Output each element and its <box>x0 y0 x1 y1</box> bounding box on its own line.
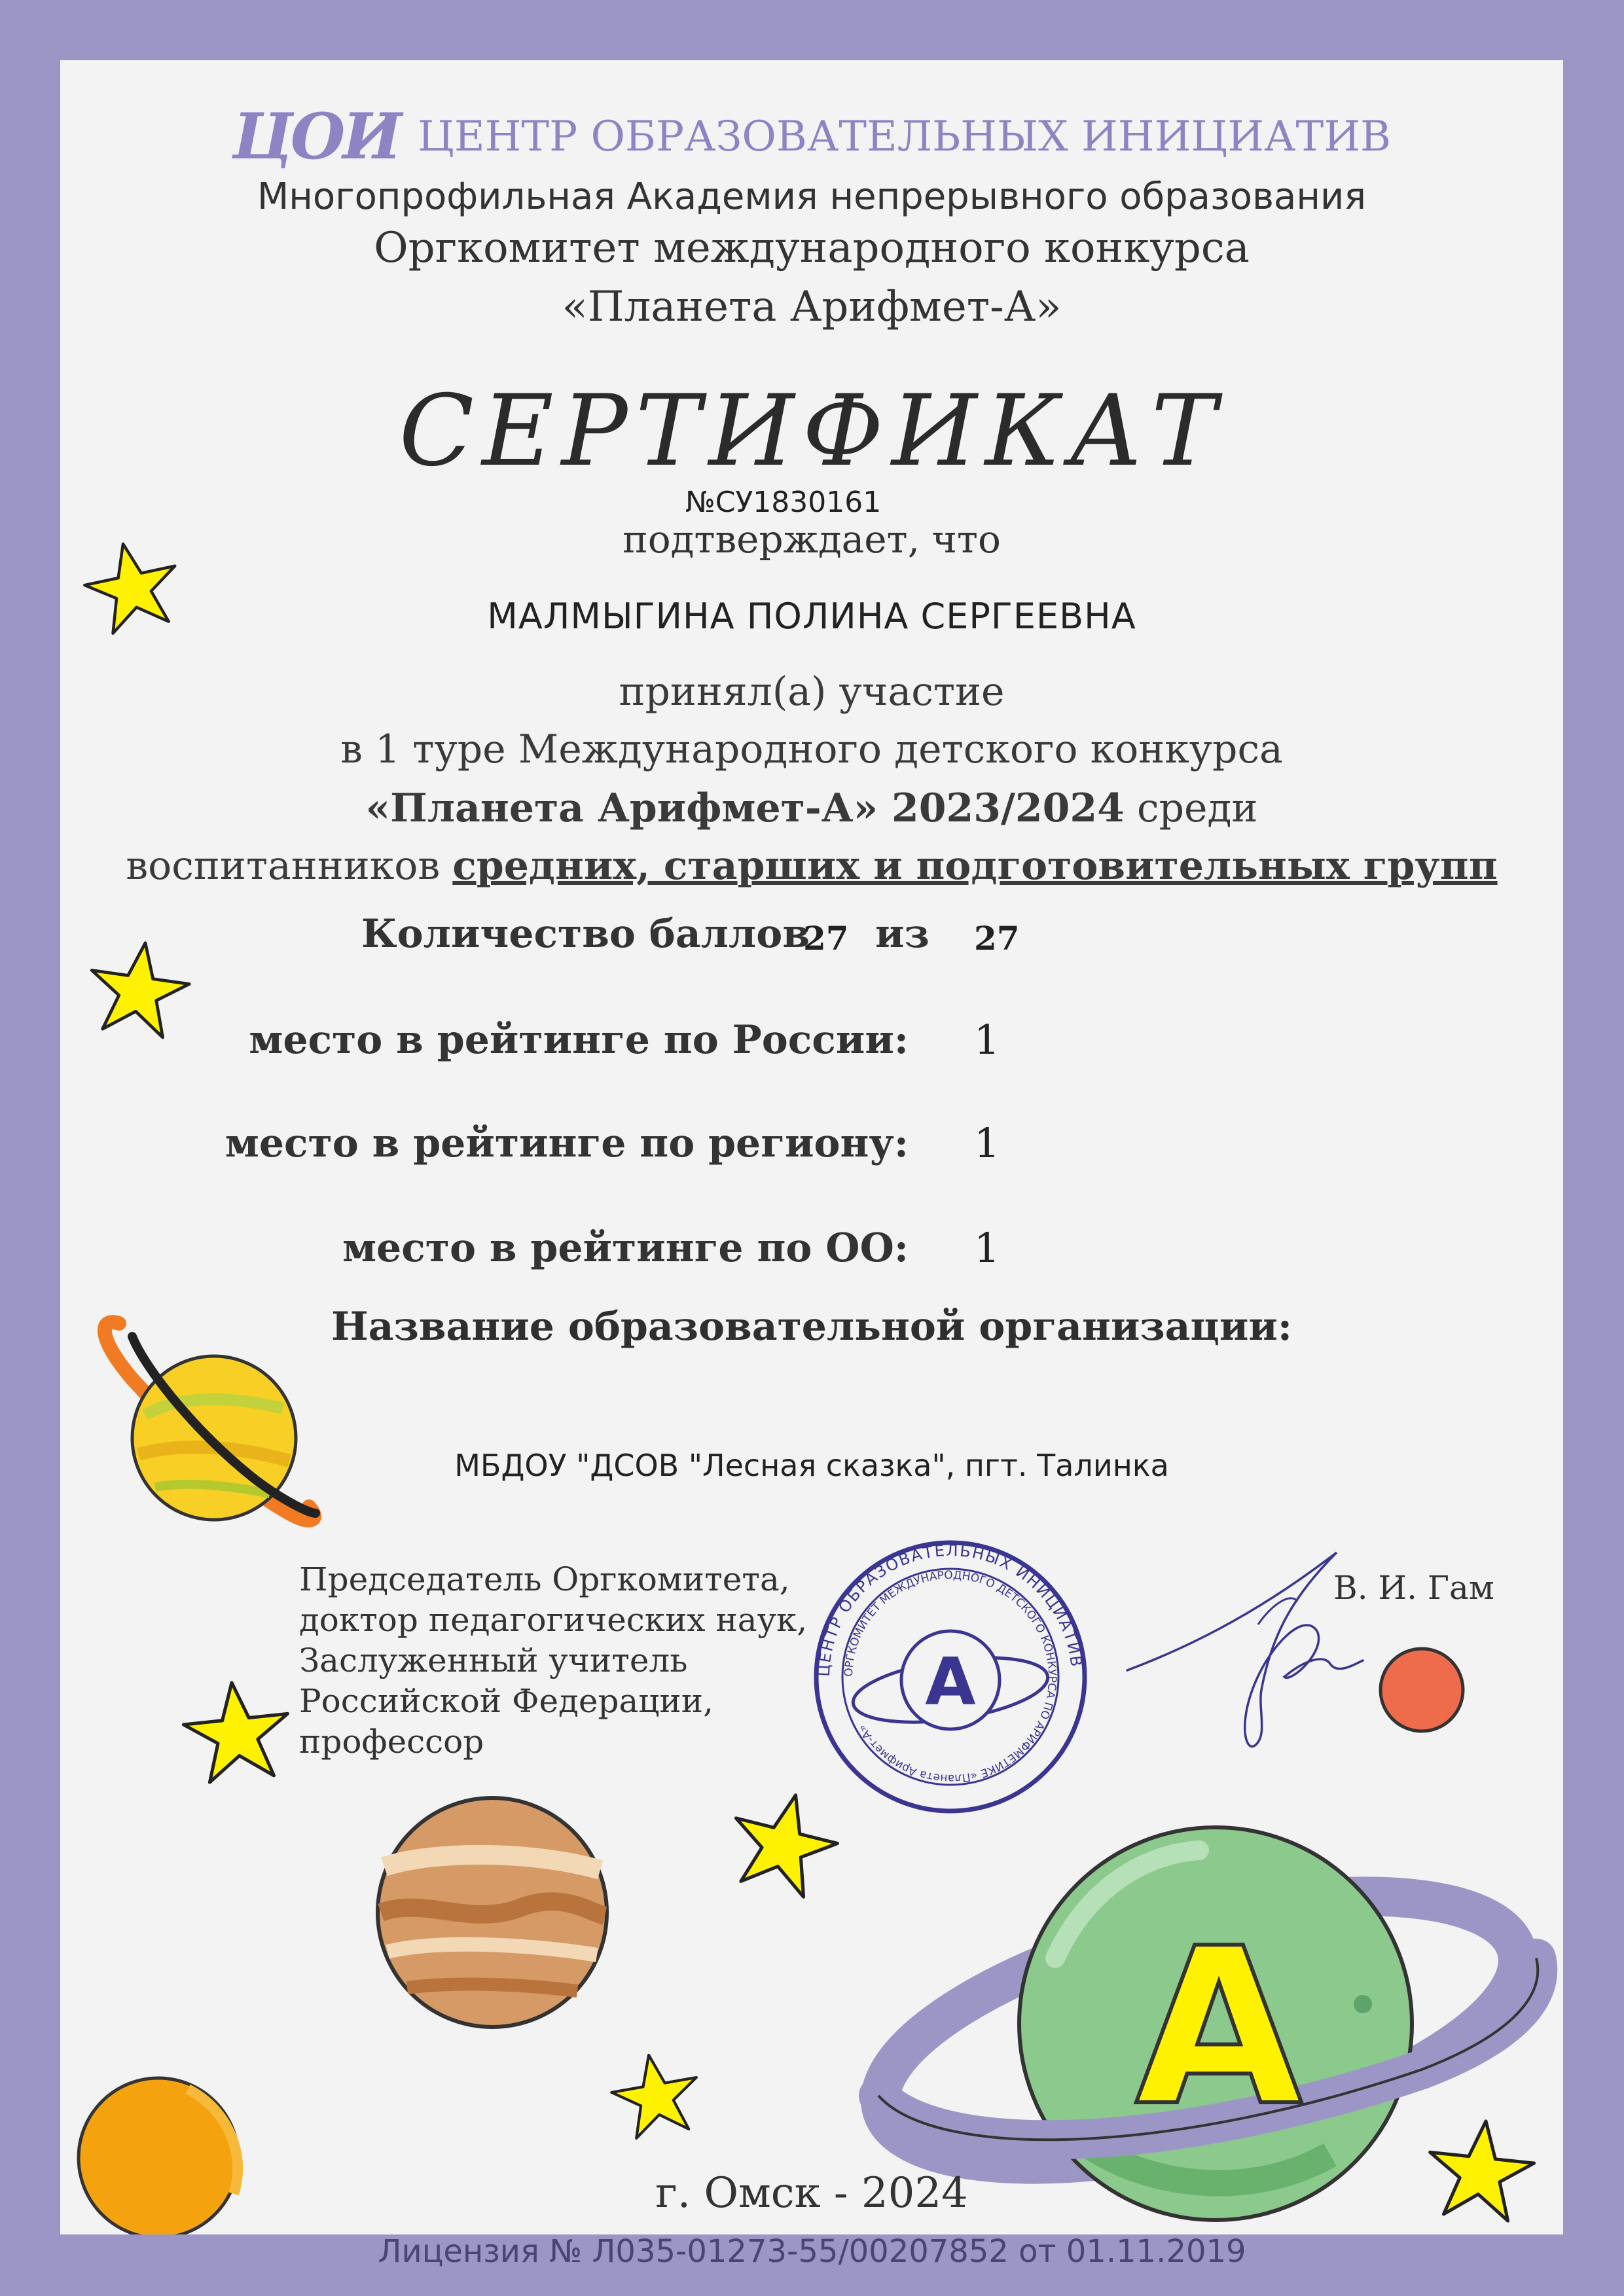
city-year: г. Омск - 2024 <box>655 2169 968 2217</box>
contest-name: «Планета Арифмет-А» <box>562 283 1062 331</box>
chairman-line: Председатель Оргкомитета, <box>299 1560 790 1598</box>
contest-bold-text: «Планета Арифмет-А» 2023/2024 <box>365 785 1125 831</box>
russia-rank-value: 1 <box>974 1016 1000 1064</box>
region-rank-value: 1 <box>974 1119 1000 1167</box>
star-icon <box>70 538 194 636</box>
certificate-title: СЕРТИФИКАТ <box>399 374 1225 488</box>
region-rank-label: место в рейтинге по региону: <box>225 1121 909 1166</box>
planet-letter: А <box>1135 1902 1303 2153</box>
participant-name: МАЛМЫГИНА ПОЛИНА СЕРГЕЕВНА <box>487 596 1136 637</box>
org-rank-label: место в рейтинге по ОО: <box>342 1225 909 1271</box>
orgcommittee-line: Оргкомитет международного конкурса <box>374 224 1250 272</box>
contest-line <box>60 785 1563 831</box>
stamp-inner-text: ОРГКОМИТЕТ МЕЖДУНАРОДНОГО ДЕТСКОГО КОНКУРСА ПО АРИФМЕТИКЕ «Планета Арифмет-А» <box>842 1568 1059 1785</box>
certificate-number: №СУ1830161 <box>685 486 882 519</box>
chairman-block <box>299 1559 807 1762</box>
ringed-planet-icon <box>93 1317 322 1552</box>
took-part-text: принял(а) участие <box>619 669 1005 715</box>
org-rank-value: 1 <box>974 1224 1000 1272</box>
signature <box>1121 1526 1369 1762</box>
points-value: 27 <box>803 919 849 958</box>
russia-rank-label: место в рейтинге по России: <box>249 1017 909 1063</box>
license-text: Лицензия № Л035-01273-55/00207852 от 01.11.2019 <box>378 2233 1246 2270</box>
academy-name: Многопрофильная Академия непрерывного образования <box>257 175 1367 218</box>
green-planet-icon <box>833 1788 1563 2234</box>
star-icon <box>175 1677 299 1788</box>
contest-rest-text: среди <box>1124 785 1258 831</box>
max-points-value: 27 <box>974 919 1020 958</box>
star-icon <box>607 2050 705 2142</box>
confirms-text: подтверждает, что <box>623 517 1001 562</box>
red-planet-icon <box>1376 1644 1468 1736</box>
brown-planet-icon <box>368 1788 617 2037</box>
logo-row <box>60 99 1563 173</box>
round-text: в 1 туре Международного детского конкурса <box>340 726 1283 772</box>
pupils-prefix: воспитанников <box>126 843 453 889</box>
star-icon <box>80 937 198 1042</box>
pupils-line <box>60 843 1563 889</box>
stamp-outer-text: ЦЕНТР ОБРАЗОВАТЕЛЬНЫХ ИНИЦИАТИВ <box>814 1541 1086 1677</box>
chairman-line: профессор <box>299 1723 484 1761</box>
chairman-line: Заслуженный учитель <box>299 1641 688 1679</box>
chairman-line: доктор педагогических наук, <box>299 1601 808 1639</box>
organization-title: Название образовательной организации: <box>331 1304 1293 1350</box>
signer-name: В. И. Гам <box>1333 1569 1494 1607</box>
of-label: из <box>875 911 929 957</box>
organization-name: МБДОУ "ДСОВ "Лесная сказка", пгт. Талинка <box>454 1448 1169 1483</box>
chairman-line: Российской Федерации, <box>299 1682 713 1720</box>
logo-mark: ЦОИ <box>232 99 400 173</box>
official-stamp <box>806 1533 1094 1821</box>
pupils-groups: средних, старших и подготовительных групп <box>452 843 1498 889</box>
logo-text: ЦЕНТР ОБРАЗОВАТЕЛЬНЫХ ИНИЦИАТИВ <box>418 112 1392 161</box>
points-label: Количество баллов <box>361 911 810 957</box>
certificate-sheet <box>60 60 1563 2234</box>
stamp-letter: А <box>925 1643 976 1720</box>
